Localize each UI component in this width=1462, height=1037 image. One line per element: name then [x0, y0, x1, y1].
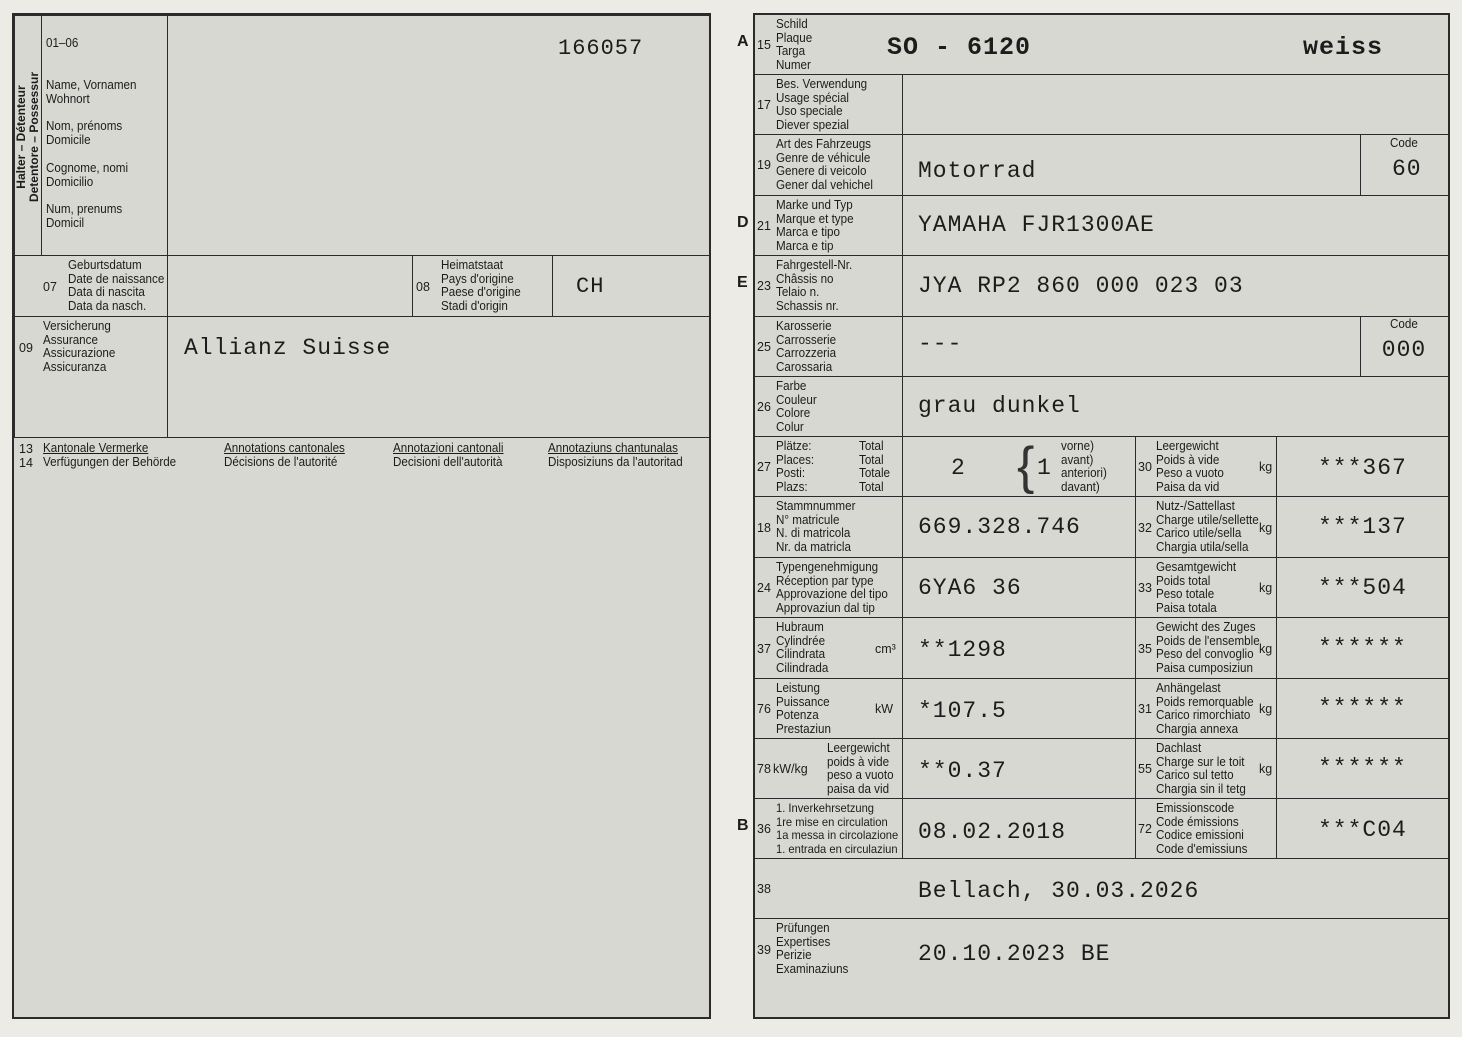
- notes-label-rm-2: Disposiziuns da l'autoritad: [548, 455, 683, 469]
- empty-weight-value: ***367: [1318, 455, 1407, 481]
- displacement-number: 37: [757, 642, 771, 656]
- total-weight-value: ***504: [1318, 575, 1407, 601]
- body-number: 25: [757, 340, 771, 354]
- plate-value: SO - 6120: [887, 33, 1032, 62]
- first-reg-number: 36: [757, 822, 771, 836]
- stamm-number: 18: [757, 521, 771, 535]
- payload-label: Nutz-/Sattellast Charge utile/sellette Carico utile/sella Chargia utila/sella: [1156, 499, 1259, 554]
- vtype-value: Motorrad: [918, 158, 1037, 184]
- payload-number: 32: [1138, 521, 1152, 535]
- holder-label-cell: [41, 15, 168, 256]
- notes-number-13: 13: [19, 442, 33, 456]
- typeapp-number: 24: [757, 581, 771, 595]
- train-weight-value: ******: [1318, 635, 1407, 661]
- displacement-unit: cm³: [875, 642, 896, 656]
- holder-name-label-fr: Nom, prénoms Domicile: [46, 119, 123, 147]
- letter-a: A: [737, 33, 749, 50]
- holder-name-label-rm: Num, prenums Domicil: [46, 202, 123, 230]
- place-date-number: 38: [757, 882, 771, 896]
- train-weight-unit: kg: [1259, 642, 1273, 656]
- ratio-value: **0.37: [918, 758, 1007, 784]
- right-page: [753, 13, 1450, 1019]
- left-page: [12, 13, 711, 1019]
- total-weight-label: Gesamtgewicht Poids total Peso totale Paisa totala: [1156, 560, 1237, 615]
- holder-date-code: 01–06: [46, 36, 79, 50]
- stamm-value: 669.328.746: [918, 514, 1081, 540]
- ratio-number: 78: [757, 762, 771, 776]
- plate-label: Schild Plaque Targa Numer: [776, 17, 813, 72]
- colour-number: 26: [757, 400, 771, 414]
- roof-unit: kg: [1259, 762, 1273, 776]
- home-number: 08: [416, 280, 430, 294]
- emission-label: Emissionscode Code émissions Codice emissioni Code d'emissiuns: [1156, 801, 1248, 856]
- plate-color: weiss: [1303, 33, 1384, 62]
- special-label: Bes. Verwendung Usage spécial Uso speciale Diever spezial: [776, 77, 868, 132]
- train-weight-number: 35: [1138, 642, 1152, 656]
- notes-label-it-2: Decisioni dell'autorità: [393, 455, 503, 469]
- roof-value: ******: [1318, 755, 1407, 781]
- vtype-number: 19: [757, 158, 771, 172]
- power-label: Leistung Puissance Potenza Prestaziun: [776, 681, 831, 736]
- train-weight-label: Gewicht des Zuges Poids de l'ensemble Peso del convoglio Paisa cumposiziun: [1156, 620, 1260, 675]
- trailer-label: Anhängelast Poids remorquable Carico rimorchiato Chargia annexa: [1156, 681, 1254, 736]
- body-code: 000: [1381, 337, 1427, 363]
- seats-front-label: vorne) avant) anteriori) davant): [1061, 439, 1107, 494]
- total-weight-number: 33: [1138, 581, 1152, 595]
- vtype-code-label: Code: [1390, 136, 1418, 150]
- empty-weight-label: Leergewicht Poids à vide Peso a vuoto Paisa da vid: [1156, 439, 1224, 494]
- body-code-label: Code: [1390, 317, 1418, 331]
- home-label: Heimatstaat Pays d'origine Paese d'origine Stadi d'origin: [441, 258, 521, 313]
- make-label: Marke und Typ Marque et type Marca e tipo Marca e tip: [776, 198, 854, 253]
- notes-label-fr-2: Décisions de l'autorité: [224, 455, 338, 469]
- ratio-label: Leergewicht poids à vide peso a vuoto paisa da vid: [827, 741, 894, 796]
- seats-front-value: 1: [1037, 455, 1052, 481]
- seats-number: 27: [757, 460, 771, 474]
- roof-label: Dachlast Charge sur le toit Carico sul tetto Chargia sin il tetg: [1156, 741, 1246, 796]
- roof-number: 55: [1138, 762, 1152, 776]
- seats-label: Plätze: Places: Posti: Plazs:: [776, 439, 815, 494]
- first-reg-value: 08.02.2018: [918, 819, 1067, 845]
- trailer-value: ******: [1318, 695, 1407, 721]
- notes-label-it-1: Annotazioni cantonali: [393, 441, 504, 455]
- body-label: Karosserie Carrosserie Carrozzeria Carossaria: [776, 319, 837, 374]
- trailer-unit: kg: [1259, 702, 1273, 716]
- colour-value: grau dunkel: [918, 393, 1081, 419]
- birth-label: Geburtsdatum Date de naissance Data di nascita Data da nasch.: [68, 258, 165, 313]
- notes-label-de-2: Verfügungen der Behörde: [43, 455, 177, 469]
- chassis-label: Fahrgestell-Nr. Châssis no Telaio n. Schassis nr.: [776, 258, 853, 313]
- notes-number-14: 14: [19, 456, 33, 470]
- holder-name-label-it: Cognome, nomi Domicilio: [46, 161, 129, 189]
- seats-brace: {: [1017, 437, 1035, 495]
- power-value: *107.5: [918, 698, 1007, 724]
- ratio-unit: kW/kg: [773, 762, 808, 776]
- insurance-number: 09: [19, 341, 33, 355]
- insurance-label: Versicherung Assurance Assicurazione Assicuranza: [43, 319, 116, 374]
- vtype-code: 60: [1392, 156, 1422, 182]
- stamm-label: Stammnummer N° matricule N. di matricola Nr. da matricla: [776, 499, 856, 554]
- seats-label-total: Total Total Totale Total: [859, 439, 891, 494]
- emission-number: 72: [1138, 822, 1152, 836]
- holder-side-label: Halter – Détenteur Detentore – Possessur: [14, 71, 41, 203]
- notes-label-fr-1: Annotations cantonales: [224, 441, 345, 455]
- power-number: 76: [757, 702, 771, 716]
- empty-weight-number: 30: [1138, 460, 1152, 474]
- typeapp-value: 6YA6 36: [918, 575, 1022, 601]
- inspection-value: 20.10.2023 BE: [918, 941, 1111, 967]
- holder-name-label-de: Name, Vornamen Wohnort: [46, 78, 137, 106]
- chassis-value: JYA RP2 860 000 023 03: [918, 273, 1244, 299]
- plate-number: 15: [757, 38, 771, 52]
- letter-e: E: [737, 274, 748, 291]
- seats-value: 2: [951, 455, 966, 481]
- letter-b: B: [737, 817, 749, 834]
- holder-value-cell: [167, 15, 711, 256]
- holder-side-cell: [14, 15, 42, 256]
- holder-number: 166057: [558, 36, 644, 61]
- displacement-value: **1298: [918, 637, 1007, 663]
- payload-unit: kg: [1259, 521, 1273, 535]
- make-value: YAMAHA FJR1300AE: [918, 212, 1155, 238]
- notes-label-rm-1: Annotaziuns chantunalas: [548, 441, 678, 455]
- inspection-number: 39: [757, 943, 771, 957]
- power-unit: kW: [875, 702, 894, 716]
- trailer-number: 31: [1138, 702, 1152, 716]
- first-reg-label: 1. Inverkehrsetzung 1re mise en circulation 1a messa in circolazione 1. entrada en circulaziun: [776, 801, 899, 856]
- displacement-label: Hubraum Cylindrée Cilindrata Cilindrada: [776, 620, 829, 675]
- colour-label: Farbe Couleur Colore Colur: [776, 379, 817, 434]
- typeapp-label: Typengenehmigung Réception par type Approvazione del tipo Approvaziun dal tip: [776, 560, 888, 615]
- letter-d: D: [737, 214, 749, 231]
- empty-weight-unit: kg: [1259, 460, 1273, 474]
- vtype-label: Art des Fahrzeugs Genre de véhicule Genere di veicolo Gener dal vehichel: [776, 137, 873, 192]
- notes-label-de-1: Kantonale Vermerke: [43, 441, 149, 455]
- special-number: 17: [757, 98, 771, 112]
- place-date-value: Bellach, 30.03.2026: [918, 878, 1200, 904]
- chassis-number: 23: [757, 279, 771, 293]
- insurance-value: Allianz Suisse: [184, 335, 392, 361]
- home-value: CH: [576, 274, 605, 299]
- inspection-label: Prüfungen Expertises Perizie Examinaziuns: [776, 921, 849, 976]
- birth-number: 07: [43, 280, 57, 294]
- emission-value: ***C04: [1318, 817, 1407, 843]
- make-number: 21: [757, 219, 771, 233]
- total-weight-unit: kg: [1259, 581, 1273, 595]
- payload-value: ***137: [1318, 514, 1407, 540]
- body-value: ---: [918, 331, 963, 357]
